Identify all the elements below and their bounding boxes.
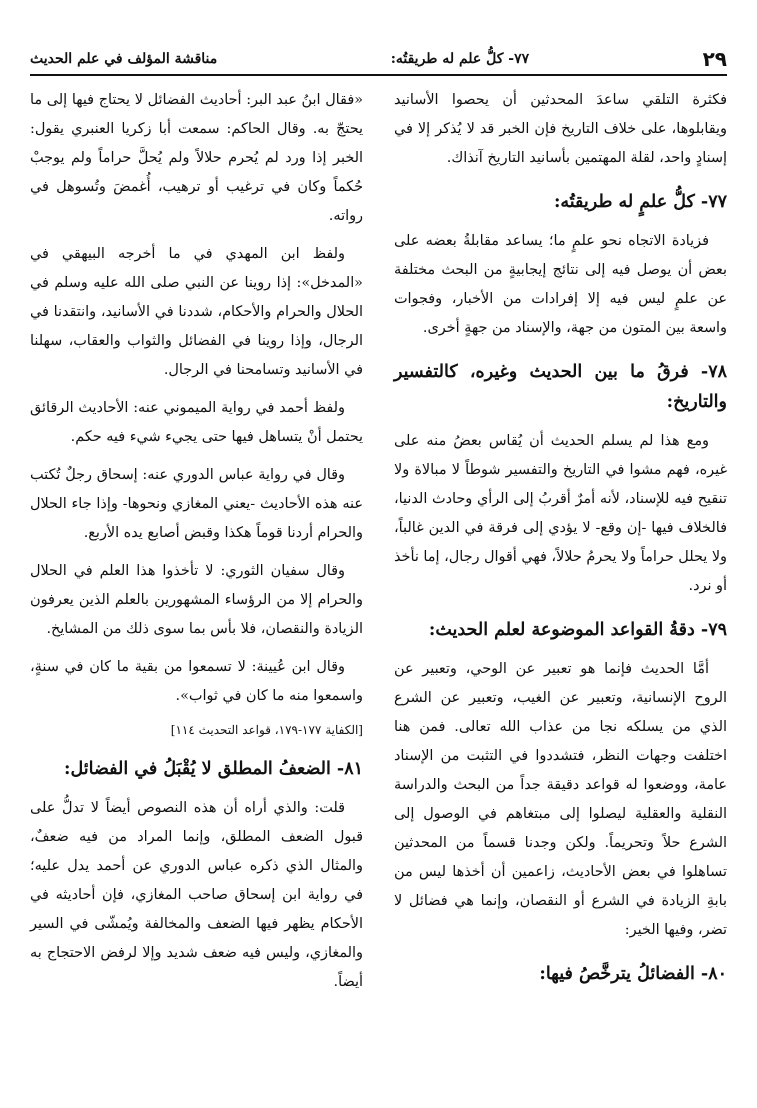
paragraph: فزيادة الاتجاه نحو علمٍ ما؛ يساعد مقابلةُ بعضه على بعض أن يوصل فيه إلى نتائج إيجابيةٍ من البحث مختلفة عن علمٍ ليس فيه إلا إفرادات من الأخبار، وفجوات واسعة بين المتون من جهة، والإسناد من جهةٍ أخرى. — [394, 233, 727, 336]
paragraph: وقال في رواية عباس الدوري عنه: إسحاق رجلٌ تُكتب عنه هذه الأحاديث -يعني المغازي ونحوها- وإذا جاء الحلال والحرام أردنا قوماً هكذا وقبض أصابع يده الأربع. — [30, 467, 363, 541]
paragraph: وقال سفيان الثوري: لا تأخذوا هذا العلم في الحلال والحرام إلا من الرؤساء المشهورين بالعلم الذين يعرفون الزيادة والنقصان، فلا بأس بما سوى ذلك من المشايخ. — [30, 563, 363, 637]
section-heading-77: ٧٧- كلُّ علمٍ له طريقتُه: — [553, 192, 727, 212]
paragraph: ولفظ ابن المهدي في ما أخرجه البيهقي في «المدخل»: إذا روينا عن النبي صلى الله عليه وسلم في الحلال والحرام والأحكام، شددنا في الأسانيد، وانتقدنا في الرجال، وإذا روينا في الفضائل والثواب والعقاب، سهلنا في الأسانيد وتسامحنا في الرجال. — [30, 246, 363, 378]
page-header — [30, 44, 727, 76]
paragraph: وقال ابن عُيينة: لا تسمعوا من بقية ما كان في سنةٍ، واسمعوا منه ما كان في ثواب». — [30, 659, 363, 704]
header-section-title: ٧٧- كلُّ علم له طريقتُه: — [390, 51, 530, 67]
left-column — [30, 86, 363, 1006]
citation-reference: [الكفاية ١٧٧-١٧٩، قواعد التحديث ١١٤] — [170, 723, 363, 737]
section-heading-79: ٧٩- دقةُ القواعد الموضوعة لعلم الحديث: — [428, 620, 727, 640]
paragraph: فكثرة التلقي ساعدَ المحدثين أن يحصوا الأسانيد ويقابلوها، على خلاف التاريخ فإن الخبر قد لا يُذكر إلا في إسنادٍ واحد، لقلة المهتمين بأسانيد التاريخ آنذاك. — [394, 92, 727, 166]
paragraph: أمَّا الحديث فإنما هو تعبير عن الوحي، وتعبير عن الروح الإنسانية، وتعبير عن الغيب، وتعبير عن الشرع الذي من يسلكه نجا من عذاب الله تعالى. فمن هنا اختلفت وجهات النظر، فتشددوا في التثبت من الإسناد عامة، ووضعوا له قواعد دقيقة جداً من البحث والدراسة النقلية والعقلية ليصلوا إلى مبتغاهم في الوصول إلى الشرع حلاً وتحريماً. ولكن وجدنا قسماً من المحدثين تساهلوا في بعض الأحاديث، زاعمين أن أخذها ليس من بابةِ الزيادة في الشرع أو النقصان، وإنما هي فضائل لا تضر، وفيها الخير: — [394, 661, 727, 938]
section-heading-78: ٧٨- فرقُ ما بين الحديث وغيره، كالتفسير والتاريخ: — [394, 362, 727, 412]
paragraph: «فقال ابنُ عبد البر: أحاديث الفضائل لا يحتاج فيها إلى ما يحتجّ به. وقال الحاكم: سمعت أبا زكريا العنبري يقول: الخبر إذا ورد لم يُحرم حلالاً ولم يُحلَّ حراماً ولم يوجبْ حُكماً وكان في ترغيب أو ترهيب، أُغمضَ وتُسوهل في رواته. — [30, 92, 363, 224]
paragraph: ولفظ أحمد في رواية الميموني عنه: الأحاديث الرقائق يحتمل أنْ يتساهل فيها حتى يجيء شيء فيه حكم. — [30, 400, 363, 445]
running-title: مناقشة المؤلف في علم الحديث — [30, 51, 218, 67]
page-number: ٢٩ — [702, 47, 727, 71]
right-column — [394, 86, 727, 999]
section-heading-81: ٨١- الضعفُ المطلق لا يُقْبَلُ في الفضائل: — [64, 759, 363, 779]
paragraph: ومع هذا لم يسلم الحديث أن يُقاس بعضُ منه على غيره، فهم مشوا في التاريخ والتفسير شوطاً لا مبالاة ولا تنقيح فيه للإسناد، لأنه أمرٌ أقربُ إلى الرأي وحادث الدنيا، فالخلاف فيها -إن وقع- لا يؤدي إلى فرقة في الدين غالباً، ولا يحلل حراماً ولا يحرمُ حلالاً، فهي أقوال رجال، إما نأخذ أو نرد. — [394, 433, 727, 594]
section-heading-80: ٨٠- الفضائلُ يترخَّصُ فيها: — [539, 964, 727, 984]
paragraph: قلت: والذي أراه أن هذه النصوص أيضاً لا تدلُّ على قبول الضعف المطلق، وإنما المراد من فيه ضعفٌ، والمثال الذي ذكره عباس الدوري عن أحمد يدل عليه؛ في رواية ابن إسحاق صاحب المغازي، فإن أحاديثه في الأحكام يظهر فيها الضعف والمخالفة ويُمشّى في السير والمغازي، وليس فيه ضعف شديد وإلا لرفض الاحتجاج به أيضاً. — [30, 800, 363, 990]
